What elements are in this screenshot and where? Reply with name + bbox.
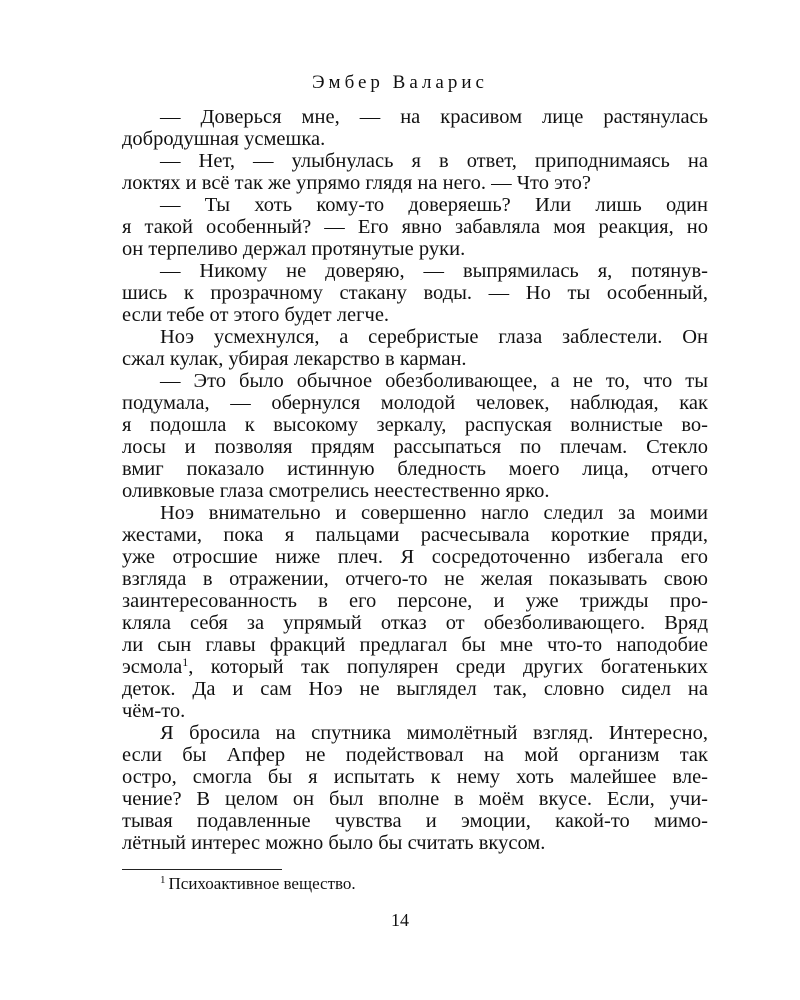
footnote-text: Психоактивное вещество. [168, 874, 356, 893]
text-line: Ноэ внимательно и совершенно нагло следил за моими [160, 502, 708, 524]
page-number: 14 [391, 910, 409, 930]
text-line: оливковые глаза смотрелись неестественно ярко. [122, 480, 550, 502]
paragraph [122, 194, 708, 260]
text-fragment: , который так популярен среди других богатеньких [188, 656, 708, 678]
footnote-divider [122, 869, 282, 870]
paragraph [122, 150, 708, 194]
paragraph [122, 370, 708, 502]
text-line: подумала, — обернулся молодой человек, наблюдая, как [122, 392, 708, 414]
running-head-author: Эмбер Валарис [312, 72, 488, 93]
text-line-with-footnote [122, 656, 708, 678]
text-line: вмиг показало истинную бледность моего лица, отчего [122, 458, 708, 480]
text-line: сжал кулак, убирая лекарство в карман. [122, 348, 467, 370]
footnote-reference[interactable]: 1 [182, 656, 189, 669]
text-line: лётный интерес можно было бы считать вкусом. [122, 832, 546, 854]
text-line: — Никому не доверяю, — выпрямилась я, потянув- [160, 260, 708, 282]
text-line: лосы и позволяя прядям рассыпаться по плечам. Стекло [122, 436, 708, 458]
text-line: тывая подавленные чувства и эмоции, какой-то мимо- [122, 810, 708, 832]
body-text [122, 106, 708, 854]
text-line: если бы Апфер не подействовал на мой организм так [122, 744, 708, 766]
text-line: Ноэ усмехнулся, а серебристые глаза заблестели. Он [160, 326, 708, 348]
text-line: остро, смогла бы я испытать к нему хоть малейшее вле- [122, 766, 708, 788]
footnote-marker: 1 [160, 874, 166, 886]
text-line: взгляда в отражении, отчего-то не желая показывать свою [122, 568, 708, 590]
text-line: заинтересованность в его персоне, и уже трижды про- [122, 590, 708, 612]
text-line: если тебе от этого будет легче. [122, 304, 390, 326]
text-line: чение? В целом он был вполне в моём вкусе. Если, учи- [122, 788, 708, 810]
paragraph [122, 326, 708, 370]
paragraph [122, 106, 708, 150]
text-line: шись к прозрачному стакану воды. — Но ты особенный, [122, 282, 708, 304]
text-line: ли сын главы фракций предлагал бы мне что-то наподобие [122, 634, 708, 656]
text-line: я такой особенный? — Его явно забавляла моя реакция, но [122, 216, 708, 238]
text-line: — Ты хоть кому-то доверяешь? Или лишь один [160, 194, 708, 216]
text-line: Я бросила на спутника мимолётный взгляд. Интересно, [160, 722, 708, 744]
text-line: уже отросшие ниже плеч. Я сосредоточенно избегала его [122, 546, 708, 568]
text-fragment: эсмола [122, 656, 183, 678]
paragraph [122, 260, 708, 326]
text-line: — Это было обычное обезболивающее, а не то, что ты [160, 370, 708, 392]
text-line: чём-то. [122, 700, 186, 722]
footnote [160, 873, 356, 895]
text-line: локтях и всё так же упрямо глядя на него. — Что это? [122, 172, 591, 194]
text-line: он терпеливо держал протянутые руки. [122, 238, 466, 260]
paragraph [122, 722, 708, 854]
paragraph [122, 502, 708, 722]
text-line: кляла себя за упрямый отказ от обезболивающего. Вряд [122, 612, 708, 634]
text-line: — Нет, — улыбнулась я в ответ, приподнимаясь на [160, 150, 708, 172]
text-line: добродушная усмешка. [122, 128, 326, 150]
text-line: — Доверься мне, — на красивом лице растянулась [160, 106, 708, 128]
text-line: жестами, пока я пальцами расчесывала короткие пряди, [122, 524, 708, 546]
text-line: я подошла к высокому зеркалу, распуская волнистые во- [122, 414, 708, 436]
text-line: деток. Да и сам Ноэ не выглядел так, словно сидел на [122, 678, 708, 700]
